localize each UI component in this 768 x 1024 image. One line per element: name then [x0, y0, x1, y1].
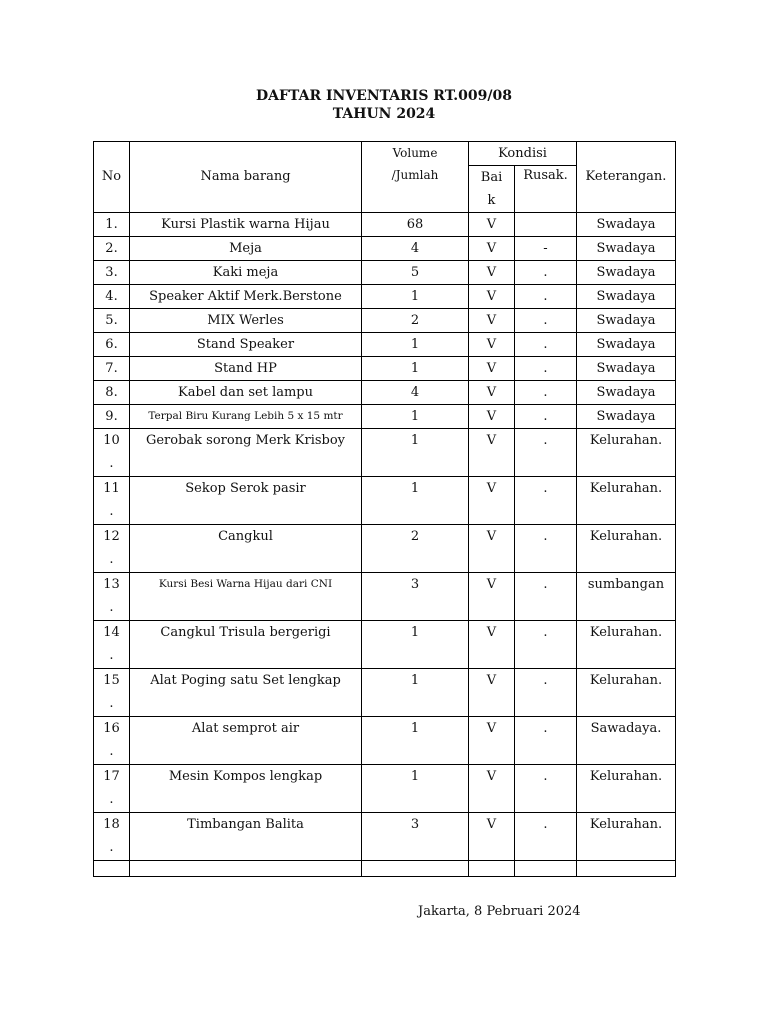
- cell-nama-barang: Kursi Plastik warna Hijau: [130, 213, 362, 237]
- header-baik-line2: k: [487, 193, 496, 208]
- cell-no-suffix: .: [109, 600, 114, 615]
- table-row: [94, 213, 676, 237]
- header-volume: [362, 142, 469, 213]
- cell-no-text: 13: [103, 577, 120, 592]
- cell-empty: [515, 861, 577, 877]
- table-row: [94, 477, 676, 525]
- cell-no-suffix: .: [109, 696, 114, 711]
- cell-keterangan: Kelurahan.: [577, 525, 676, 573]
- cell-rusak: .: [515, 285, 577, 309]
- cell-rusak: .: [515, 525, 577, 573]
- table-row: [94, 285, 676, 309]
- cell-baik: V: [469, 237, 515, 261]
- cell-nama-barang: Alat semprot air: [130, 717, 362, 765]
- cell-nama-barang: Kabel dan set lampu: [130, 381, 362, 405]
- cell-baik: V: [469, 573, 515, 621]
- cell-no-text: 9.: [105, 409, 118, 424]
- cell-keterangan: Swadaya: [577, 333, 676, 357]
- header-no: No: [94, 142, 130, 213]
- table-row: [94, 765, 676, 813]
- cell-empty: [362, 861, 469, 877]
- cell-no: [94, 765, 130, 813]
- cell-baik: V: [469, 669, 515, 717]
- cell-keterangan: Swadaya: [577, 213, 676, 237]
- header-rusak: Rusak.: [515, 166, 577, 213]
- cell-jumlah: 1: [362, 669, 469, 717]
- cell-no-suffix: .: [109, 456, 114, 471]
- cell-jumlah: 5: [362, 261, 469, 285]
- cell-jumlah: 68: [362, 213, 469, 237]
- cell-baik: V: [469, 813, 515, 861]
- cell-nama-barang: Stand HP: [130, 357, 362, 381]
- cell-no: [94, 357, 130, 381]
- cell-nama-barang: Cangkul Trisula bergerigi: [130, 621, 362, 669]
- cell-no-text: 8.: [105, 385, 118, 400]
- cell-baik: V: [469, 213, 515, 237]
- cell-no: [94, 213, 130, 237]
- cell-jumlah: 2: [362, 309, 469, 333]
- document-title: DAFTAR INVENTARIS RT.009/08: [255, 88, 513, 104]
- cell-keterangan: Swadaya: [577, 309, 676, 333]
- cell-keterangan: Kelurahan.: [577, 429, 676, 477]
- table-row-empty: [94, 861, 676, 877]
- table-row: [94, 573, 676, 621]
- cell-baik: V: [469, 525, 515, 573]
- cell-rusak: -: [515, 237, 577, 261]
- cell-no-suffix: .: [109, 840, 114, 855]
- cell-no-suffix: .: [109, 648, 114, 663]
- cell-rusak: .: [515, 381, 577, 405]
- cell-jumlah: 3: [362, 813, 469, 861]
- header-nama-barang: Nama barang: [130, 142, 362, 213]
- document-year: TAHUN 2024: [332, 106, 436, 122]
- cell-no-text: 14: [103, 625, 120, 640]
- cell-jumlah: 1: [362, 333, 469, 357]
- cell-no-text: 11: [103, 481, 120, 496]
- cell-no: [94, 333, 130, 357]
- cell-keterangan: Swadaya: [577, 285, 676, 309]
- cell-empty: [94, 861, 130, 877]
- cell-baik: V: [469, 333, 515, 357]
- header-baik-line1: Bai: [480, 170, 503, 185]
- cell-baik: V: [469, 429, 515, 477]
- cell-keterangan: Kelurahan.: [577, 669, 676, 717]
- cell-no-text: 5.: [105, 313, 118, 328]
- cell-jumlah: 3: [362, 573, 469, 621]
- cell-rusak: .: [515, 477, 577, 525]
- cell-jumlah: 1: [362, 357, 469, 381]
- header-keterangan: Keterangan.: [577, 142, 676, 213]
- cell-keterangan: Kelurahan.: [577, 813, 676, 861]
- cell-rusak: .: [515, 669, 577, 717]
- cell-keterangan: Kelurahan.: [577, 765, 676, 813]
- cell-no-suffix: .: [109, 504, 114, 519]
- cell-keterangan: Kelurahan.: [577, 477, 676, 525]
- cell-nama-barang: Gerobak sorong Merk Krisboy: [130, 429, 362, 477]
- signature-date: Jakarta, 8 Pebruari 2024: [418, 904, 581, 919]
- cell-no-text: 12: [103, 529, 120, 544]
- cell-keterangan: Sawadaya.: [577, 717, 676, 765]
- table-row: [94, 813, 676, 861]
- cell-no: [94, 285, 130, 309]
- cell-baik: V: [469, 309, 515, 333]
- table-row: [94, 429, 676, 477]
- cell-no: [94, 429, 130, 477]
- cell-nama-barang: Kursi Besi Warna Hijau dari CNI: [130, 573, 362, 621]
- cell-no: [94, 573, 130, 621]
- cell-baik: V: [469, 717, 515, 765]
- table-row: [94, 669, 676, 717]
- cell-no-text: 2.: [105, 241, 118, 256]
- cell-nama-barang: Alat Poging satu Set lengkap: [130, 669, 362, 717]
- cell-jumlah: 1: [362, 429, 469, 477]
- cell-no-text: 18: [103, 817, 120, 832]
- cell-no: [94, 261, 130, 285]
- cell-nama-barang: Sekop Serok pasir: [130, 477, 362, 525]
- cell-jumlah: 1: [362, 621, 469, 669]
- cell-rusak: .: [515, 717, 577, 765]
- cell-empty: [577, 861, 676, 877]
- cell-no: [94, 405, 130, 429]
- cell-jumlah: 2: [362, 525, 469, 573]
- cell-nama-barang: Speaker Aktif Merk.Berstone: [130, 285, 362, 309]
- table-row: [94, 237, 676, 261]
- cell-rusak: .: [515, 309, 577, 333]
- cell-no: [94, 237, 130, 261]
- table-row: [94, 405, 676, 429]
- cell-no-text: 3.: [105, 265, 118, 280]
- cell-empty: [130, 861, 362, 877]
- cell-no-text: 7.: [105, 361, 118, 376]
- cell-no-text: 10: [103, 433, 120, 448]
- cell-nama-barang: Timbangan Balita: [130, 813, 362, 861]
- cell-keterangan: Swadaya: [577, 381, 676, 405]
- cell-no-text: 1.: [105, 217, 118, 232]
- cell-jumlah: 1: [362, 765, 469, 813]
- header-volume-line1: Volume: [392, 146, 438, 160]
- header-volume-line2: /Jumlah: [391, 168, 439, 182]
- cell-baik: V: [469, 621, 515, 669]
- inventory-table: [93, 141, 676, 877]
- cell-jumlah: 1: [362, 405, 469, 429]
- cell-baik: V: [469, 285, 515, 309]
- table-row: [94, 309, 676, 333]
- cell-jumlah: 1: [362, 477, 469, 525]
- cell-nama-barang: Stand Speaker: [130, 333, 362, 357]
- cell-jumlah: 4: [362, 237, 469, 261]
- header-baik: [469, 166, 515, 213]
- cell-rusak: [515, 213, 577, 237]
- cell-keterangan: Swadaya: [577, 261, 676, 285]
- cell-no: [94, 381, 130, 405]
- cell-nama-barang: Meja: [130, 237, 362, 261]
- cell-rusak: .: [515, 261, 577, 285]
- cell-no-suffix: .: [109, 552, 114, 567]
- cell-nama-barang: Terpal Biru Kurang Lebih 5 x 15 mtr: [130, 405, 362, 429]
- header-kondisi: Kondisi: [469, 142, 577, 166]
- table-row: [94, 357, 676, 381]
- cell-nama-barang: Kaki meja: [130, 261, 362, 285]
- cell-no-text: 16: [103, 721, 120, 736]
- table-row: [94, 333, 676, 357]
- cell-rusak: .: [515, 429, 577, 477]
- cell-no-text: 6.: [105, 337, 118, 352]
- cell-rusak: .: [515, 333, 577, 357]
- cell-no-text: 15: [103, 673, 120, 688]
- cell-keterangan: Swadaya: [577, 405, 676, 429]
- cell-baik: V: [469, 405, 515, 429]
- cell-baik: V: [469, 357, 515, 381]
- table-row: [94, 621, 676, 669]
- table-row: [94, 381, 676, 405]
- cell-empty: [469, 861, 515, 877]
- cell-baik: V: [469, 765, 515, 813]
- cell-no: [94, 621, 130, 669]
- cell-no: [94, 669, 130, 717]
- cell-rusak: .: [515, 621, 577, 669]
- cell-keterangan: sumbangan: [577, 573, 676, 621]
- cell-nama-barang: Cangkul: [130, 525, 362, 573]
- cell-nama-barang: MIX Werles: [130, 309, 362, 333]
- table-row: [94, 717, 676, 765]
- cell-no-suffix: .: [109, 744, 114, 759]
- cell-no-suffix: .: [109, 792, 114, 807]
- cell-baik: V: [469, 381, 515, 405]
- cell-no: [94, 813, 130, 861]
- cell-baik: V: [469, 477, 515, 525]
- cell-no: [94, 477, 130, 525]
- cell-no: [94, 309, 130, 333]
- cell-keterangan: Swadaya: [577, 357, 676, 381]
- cell-jumlah: 4: [362, 381, 469, 405]
- cell-no-text: 4.: [105, 289, 118, 304]
- cell-nama-barang: Mesin Kompos lengkap: [130, 765, 362, 813]
- table-row: [94, 525, 676, 573]
- cell-keterangan: Kelurahan.: [577, 621, 676, 669]
- table-row: [94, 261, 676, 285]
- cell-rusak: .: [515, 357, 577, 381]
- cell-baik: V: [469, 261, 515, 285]
- cell-no: [94, 717, 130, 765]
- cell-jumlah: 1: [362, 717, 469, 765]
- cell-rusak: .: [515, 813, 577, 861]
- cell-no: [94, 525, 130, 573]
- cell-no-text: 17: [103, 769, 120, 784]
- cell-jumlah: 1: [362, 285, 469, 309]
- cell-rusak: .: [515, 405, 577, 429]
- cell-rusak: .: [515, 765, 577, 813]
- cell-keterangan: Swadaya: [577, 237, 676, 261]
- cell-rusak: .: [515, 573, 577, 621]
